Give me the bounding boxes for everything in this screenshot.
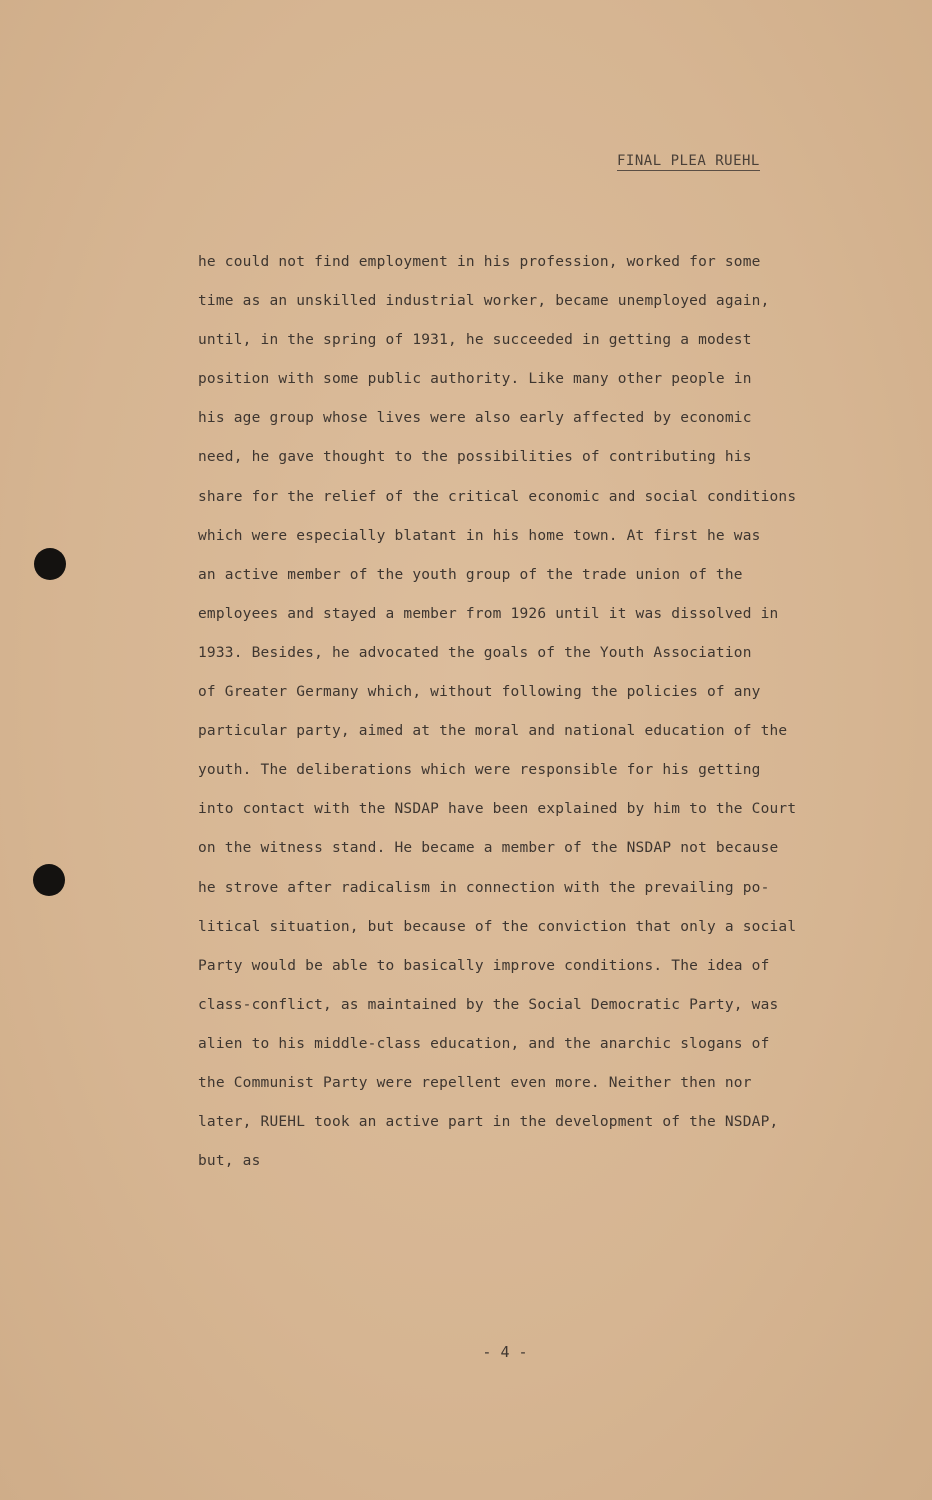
text-line: employees and stayed a member from 1926 until it was dissolved in [198, 605, 779, 622]
text-line: on the witness stand. He became a member of the NSDAP not because [198, 840, 779, 857]
body-text [198, 243, 858, 1181]
punch-hole-upper [34, 548, 66, 580]
text-line: particular party, aimed at the moral and national education of the [198, 723, 788, 740]
text-line: the Communist Party were repellent even more. Neither then nor [198, 1074, 752, 1091]
text-line: litical situation, but because of the conviction that only a social [198, 918, 797, 935]
text-line: his age group whose lives were also early affected by economic [198, 410, 752, 427]
text-line: until, in the spring of 1931, he succeeded in getting a modest [198, 332, 752, 349]
text-line: later, RUEHL took an active part in the development of the NSDAP, [198, 1114, 779, 1131]
text-line: into contact with the NSDAP have been explained by him to the Court [198, 801, 797, 818]
page-number: - 4 - [482, 1343, 528, 1361]
text-line: which were especially blatant in his home town. At first he was [198, 527, 761, 544]
text-line: need, he gave thought to the possibilities of contributing his [198, 449, 752, 466]
text-line: an active member of the youth group of the trade union of the [198, 566, 743, 583]
text-line: 1933. Besides, he advocated the goals of the Youth Association [198, 644, 752, 661]
text-line: youth. The deliberations which were responsible for his getting [198, 762, 761, 779]
text-line: position with some public authority. Like many other people in [198, 371, 752, 388]
text-line: Party would be able to basically improve conditions. The idea of [198, 957, 770, 974]
text-line: class-conflict, as maintained by the Social Democratic Party, was [198, 996, 779, 1013]
punch-hole-lower [33, 864, 65, 896]
text-line: alien to his middle-class education, and the anarchic slogans of [198, 1035, 770, 1052]
text-line: share for the relief of the critical economic and social conditions [198, 488, 797, 505]
page-header: FINAL PLEA RUEHL [617, 153, 760, 169]
text-line: of Greater Germany which, without following the policies of any [198, 684, 761, 701]
text-line: but, as [198, 1153, 261, 1170]
text-line: he strove after radicalism in connection with the prevailing po- [198, 879, 770, 896]
text-line: time as an unskilled industrial worker, became unemployed again, [198, 293, 770, 310]
text-line: he could not find employment in his profession, worked for some [198, 254, 761, 270]
